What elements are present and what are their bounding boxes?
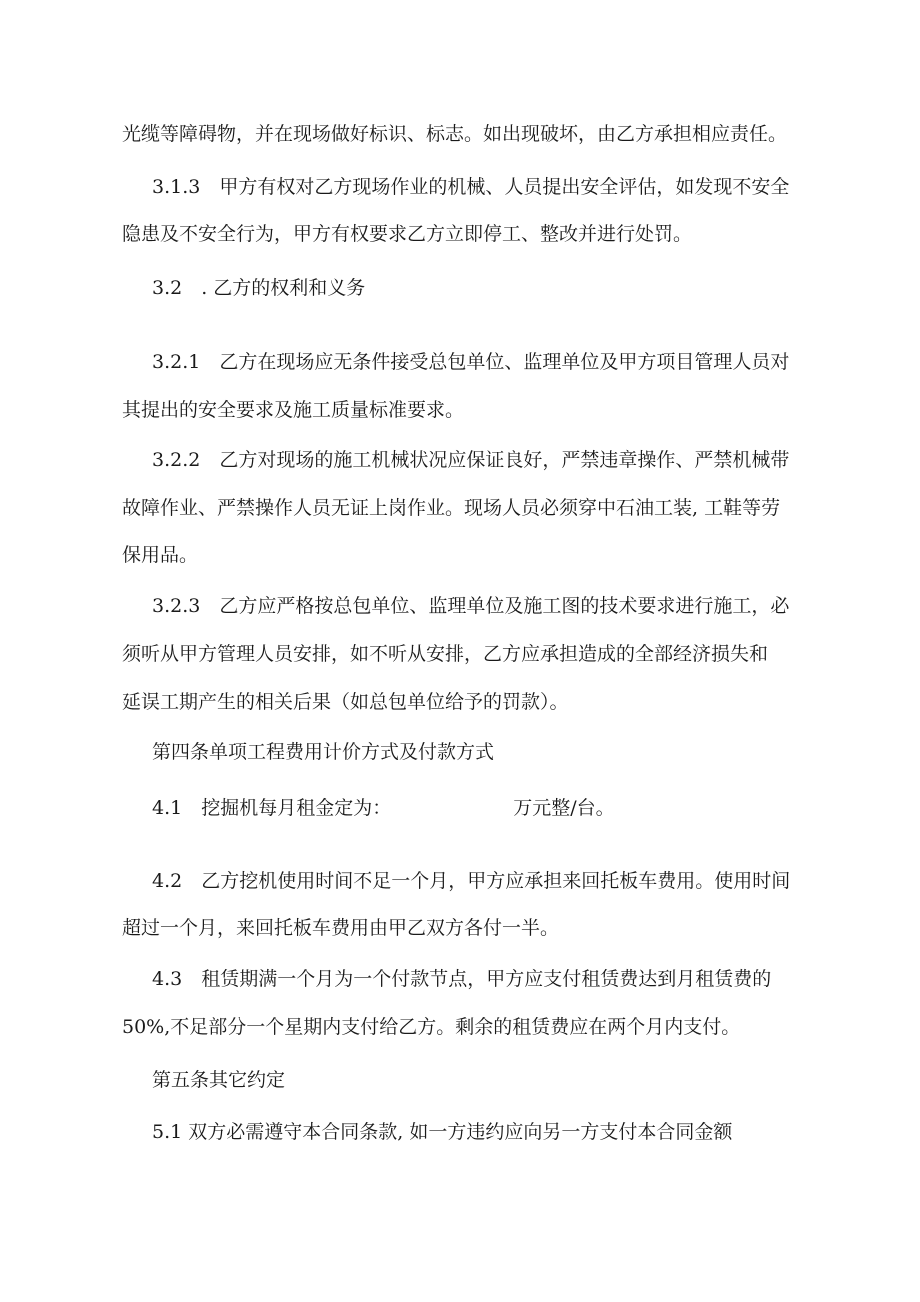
clause-5-1-line: 5.1 双方必需遵守本合同条款, 如一方违约应向另一方支付本合同金额 bbox=[152, 1121, 733, 1143]
clause-3-2-1-line: 其提出的安全要求及施工质量标准要求。 bbox=[122, 399, 465, 421]
clause-4-3-line: 50%,不足部分一个星期内支付给乙方。剩余的租赁费应在两个月内支付。 bbox=[122, 1016, 741, 1038]
clause-3-1-3-line: 3.1.3 甲方有权对乙方现场作业的机械、人员提出安全评估，如发现不安全 bbox=[152, 176, 790, 198]
clause-4-1-unit: 万元整/台。 bbox=[513, 797, 615, 819]
clause-4-2-line: 超过一个月，来回托板车费用由甲乙双方各付一半。 bbox=[122, 917, 560, 939]
article-4-heading: 第四条单项工程费用计价方式及付款方式 bbox=[152, 741, 495, 763]
clause-3-2-1-line: 3.2.1 乙方在现场应无条件接受总包单位、监理单位及甲方项目管理人员对 bbox=[152, 351, 790, 373]
clause-3-2-3-line: 须听从甲方管理人员安排，如不听从安排，乙方应承担造成的全部经济损失和 bbox=[122, 643, 769, 665]
article-5-heading: 第五条其它约定 bbox=[152, 1069, 286, 1091]
clause-4-2-line: 4.2 乙方挖机使用时间不足一个月，甲方应承担来回托板车费用。使用时间 bbox=[152, 870, 791, 892]
clause-3-2-3-line: 延误工期产生的相关后果（如总包单位给予的罚款）。 bbox=[122, 691, 569, 713]
clause-4-3-line: 4.3 租赁期满一个月为一个付款节点，甲方应支付租赁费达到月租赁费的 bbox=[152, 968, 772, 990]
clause-3-2-2-line: 3.2.2 乙方对现场的施工机械状况应保证良好，严禁违章操作、严禁机械带 bbox=[152, 449, 790, 471]
clause-3-2-3-line: 3.2.3 乙方应严格按总包单位、监理单位及施工图的技术要求进行施工，必 bbox=[152, 595, 790, 617]
paragraph-line: 光缆等障碍物，并在现场做好标识、标志。如出现破坏，由乙方承担相应责任。 bbox=[122, 123, 788, 145]
clause-4-1-line bbox=[152, 796, 920, 820]
clause-3-1-3-line: 隐患及不安全行为，甲方有权要求乙方立即停工、整改并进行处罚。 bbox=[122, 223, 693, 245]
clause-3-2-2-line: 故障作业、严禁操作人员无证上岗作业。现场人员必须穿中石油工装, 工鞋等劳 bbox=[122, 497, 781, 519]
clause-4-1-label: 4.1 挖掘机每月租金定为： bbox=[152, 797, 392, 819]
section-3-2-heading: 3.2 . 乙方的权利和义务 bbox=[152, 277, 366, 299]
clause-3-2-2-line: 保用品。 bbox=[122, 544, 199, 566]
